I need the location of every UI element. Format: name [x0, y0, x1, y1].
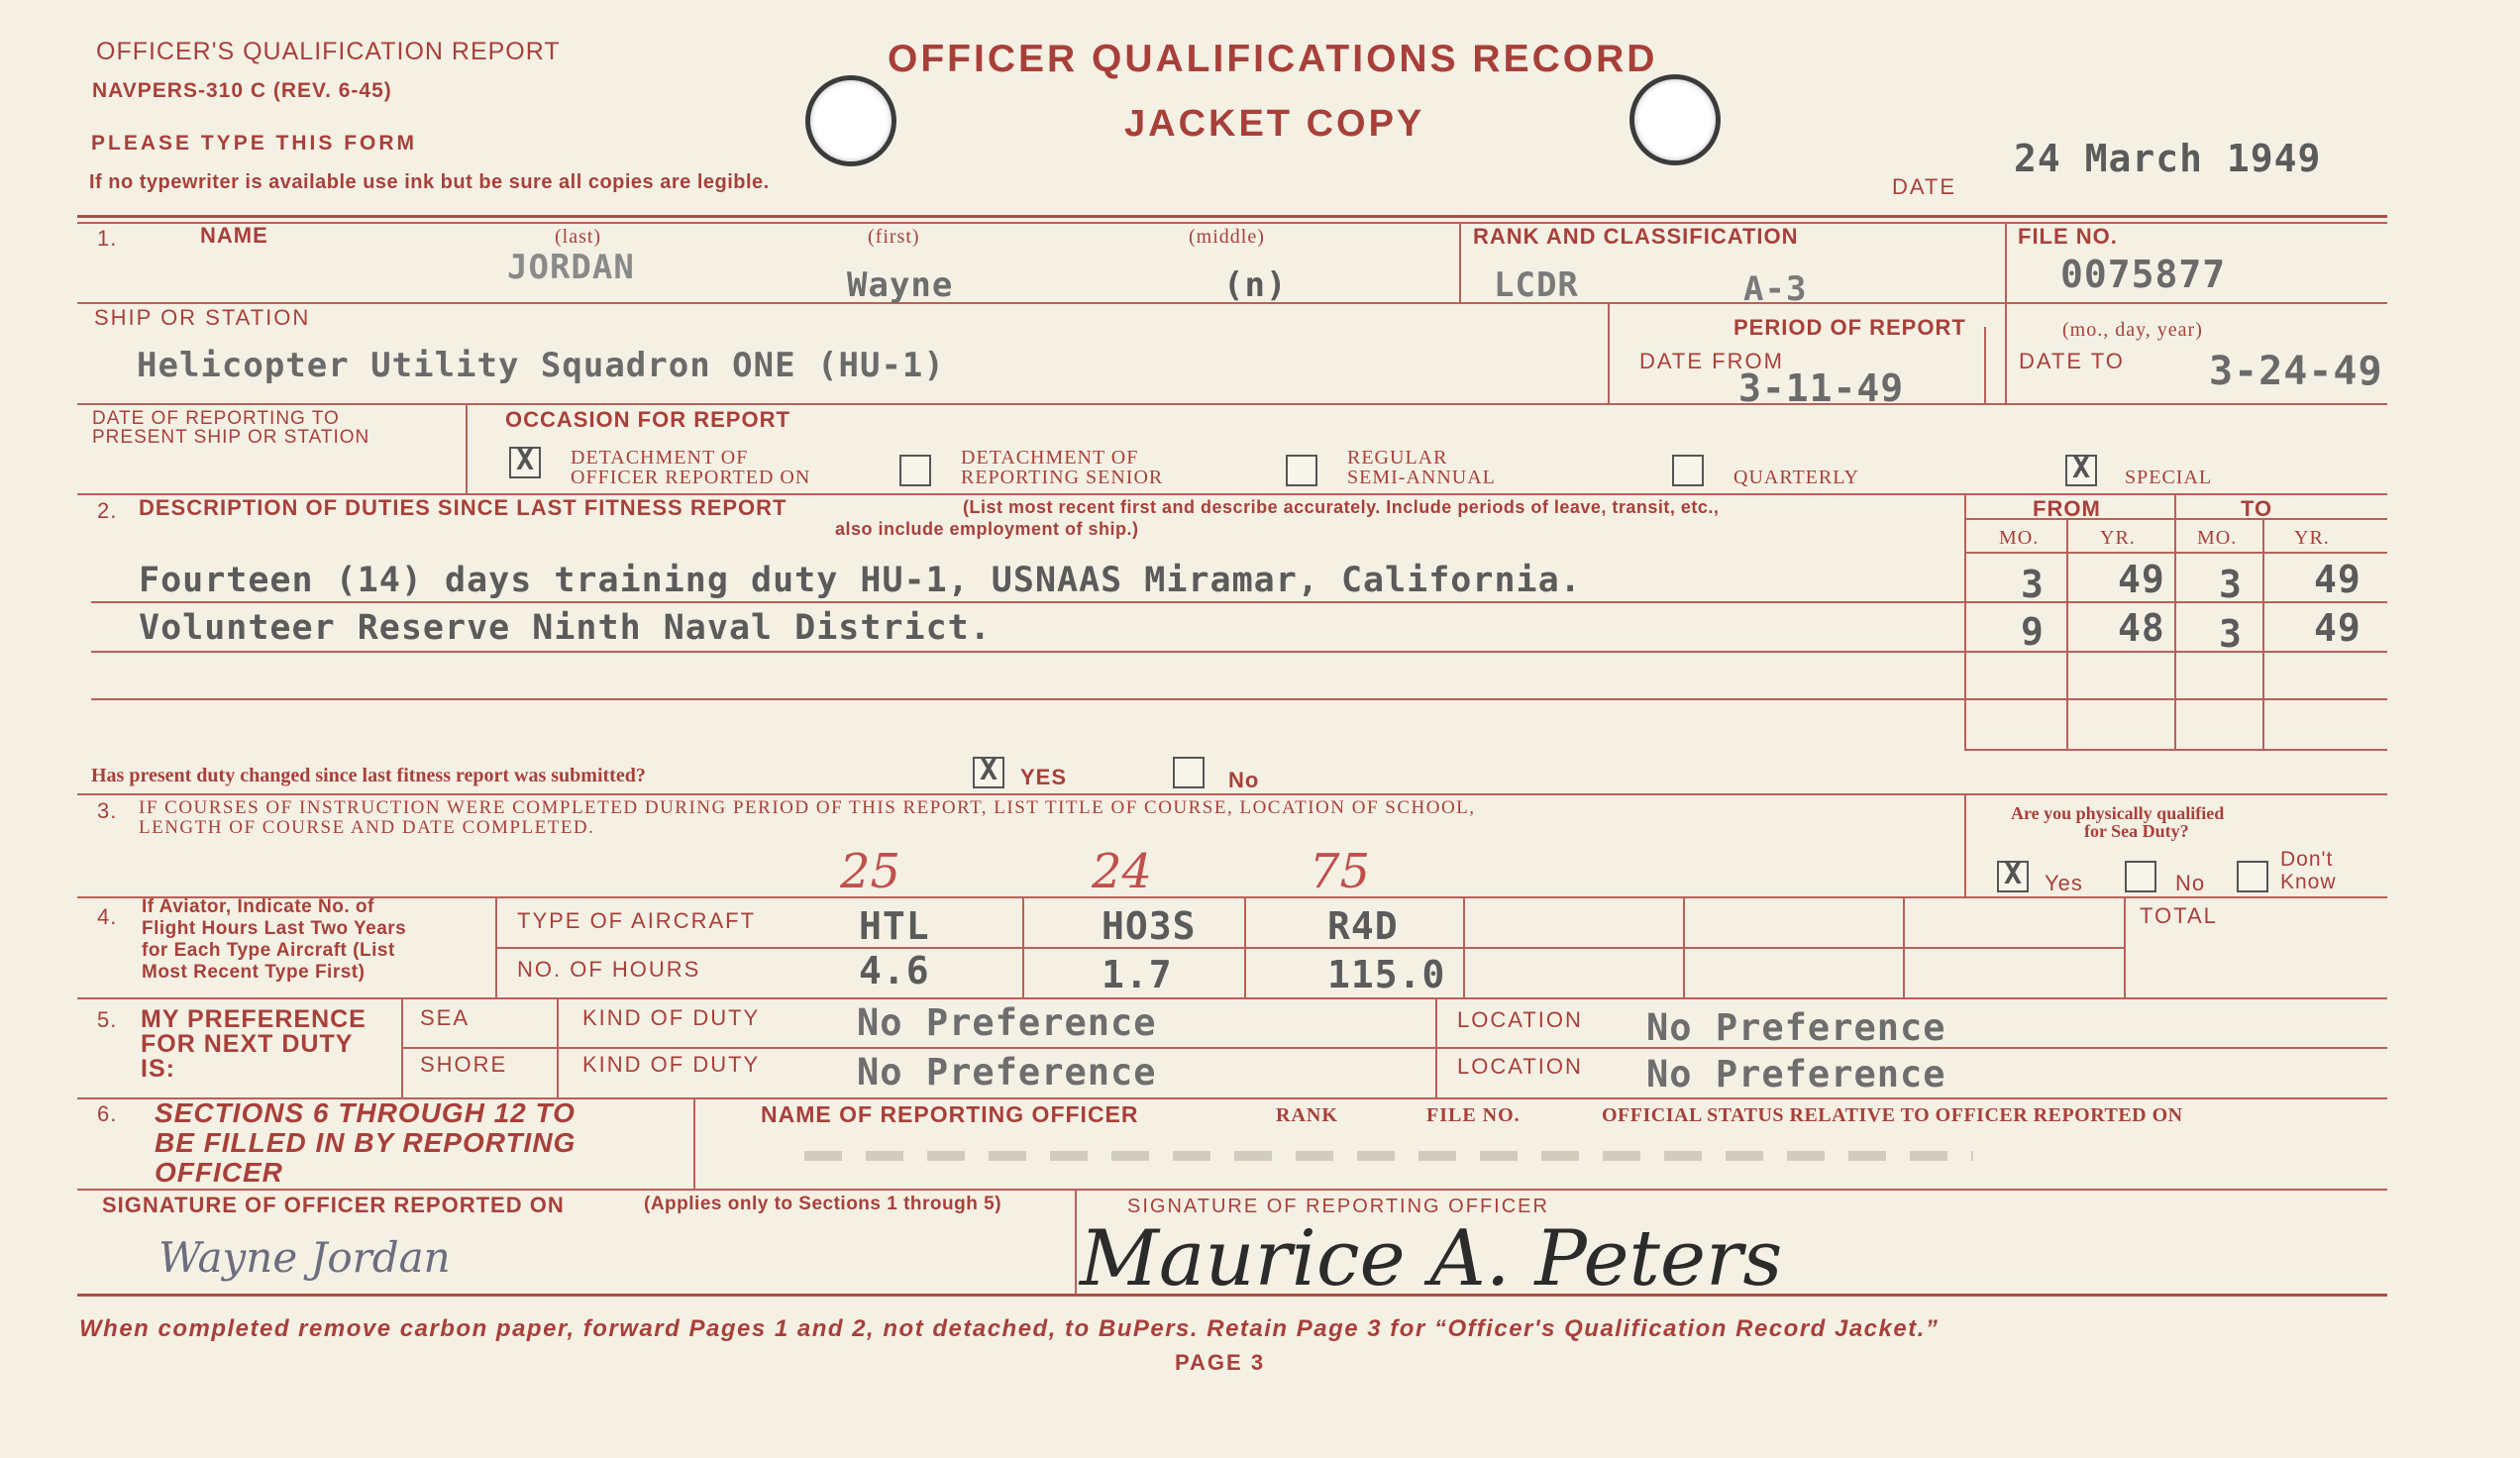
date-to-value: 3-24-49 — [2209, 349, 2383, 394]
period-hint: (mo., day, year) — [2062, 319, 2203, 341]
jacket-copy-title: JACKET COPY — [1124, 103, 1425, 145]
record-title: OFFICER QUALIFICATIONS RECORD — [888, 38, 1658, 80]
hours-label: NO. OF HOURS — [517, 957, 701, 982]
section-6-label: SECTIONS 6 THROUGH 12 TO — [155, 1097, 576, 1128]
reporting-date-label: DATE OF REPORTING TO — [92, 408, 340, 429]
sea-duty-yes-checkbox[interactable]: X — [1997, 861, 2029, 892]
sea-location-value: No Preference — [1646, 1006, 1946, 1049]
aviator-text-3: for Each Type Aircraft (List — [142, 940, 395, 961]
handwritten-number: 25 — [840, 844, 901, 899]
aviator-text-4: Most Recent Type First) — [142, 962, 366, 983]
duties-label: DESCRIPTION OF DUTIES SINCE LAST FITNESS REPORT — [139, 495, 788, 520]
file-no-label: FILE NO. — [2018, 224, 2118, 249]
from-label: FROM — [2033, 496, 2101, 521]
duty-changed-yes-checkbox[interactable]: X — [973, 757, 1004, 788]
duty-line: Fourteen (14) days training duty HU-1, USNAAS Miramar, California. — [139, 561, 1582, 600]
preference-label: MY PREFERENCE — [141, 1005, 367, 1033]
shore-location-value: No Preference — [1646, 1053, 1946, 1095]
duty-from-yr: 48 — [2118, 606, 2165, 650]
section-2-number: 2. — [97, 498, 118, 523]
aircraft-hours: 4.6 — [859, 949, 930, 992]
period-label: PERIOD OF REPORT — [1733, 315, 1966, 340]
reporting-officer-name-label: NAME OF REPORTING OFFICER — [761, 1101, 1139, 1127]
sea-duty-yes-label: Yes — [2045, 871, 2083, 895]
aircraft-type: HO3S — [1102, 904, 1197, 948]
sea-kind-value: No Preference — [857, 1001, 1157, 1044]
date-value: 24 March 1949 — [2014, 137, 2322, 180]
sea-duty-no-checkbox[interactable] — [2125, 861, 2156, 892]
reporting-officer-signature: Maurice A. Peters — [1080, 1214, 1783, 1303]
section-3-number: 3. — [97, 798, 118, 823]
section-4-number: 4. — [97, 904, 118, 929]
aviator-text-2: Flight Hours Last Two Years — [142, 918, 407, 939]
faint-carbon-text — [804, 1151, 1973, 1161]
reported-on-signature: Wayne Jordan — [158, 1233, 451, 1282]
duty-from-mo: 3 — [2021, 563, 2045, 606]
rank-label: RANK AND CLASSIFICATION — [1473, 224, 1799, 249]
sea-duty-question-2: for Sea Duty? — [2084, 821, 2189, 841]
first-label: (first) — [868, 226, 920, 248]
rule — [77, 793, 2387, 795]
courses-text-2: LENGTH OF COURSE AND DATE COMPLETED. — [139, 817, 595, 838]
last-name-value: JORDAN — [507, 248, 635, 287]
occasion-label-text: DETACHMENT OF — [961, 447, 1139, 469]
to-label: TO — [2241, 496, 2273, 521]
occasion-checkbox-detachment-officer[interactable]: X — [509, 447, 541, 478]
handwritten-number: 75 — [1310, 844, 1371, 899]
occasion-checkbox-detachment-senior[interactable] — [899, 455, 931, 486]
section-6-label-3: OFFICER — [155, 1157, 283, 1188]
sea-duty-question: Are you physically qualified — [2011, 803, 2225, 823]
section-6-number: 6. — [97, 1101, 118, 1126]
duty-changed-question: Has present duty changed since last fitness report was submitted? — [91, 765, 646, 786]
shore-label: SHORE — [420, 1052, 508, 1077]
section-1-number: 1. — [97, 226, 118, 251]
reporting-date-label-2: PRESENT SHIP OR STATION — [92, 427, 370, 448]
aircraft-type: HTL — [859, 904, 930, 948]
date-label: DATE — [1892, 174, 1957, 199]
to-yr-label: YR. — [2294, 527, 2330, 549]
shore-location-label: LOCATION — [1457, 1054, 1583, 1079]
reported-on-signature-label: SIGNATURE OF OFFICER REPORTED ON — [102, 1193, 565, 1217]
shore-kind-value: No Preference — [857, 1051, 1157, 1094]
occasion-label-text: SEMI-ANNUAL — [1347, 467, 1496, 488]
handwritten-number: 24 — [1092, 844, 1153, 899]
duty-line: Volunteer Reserve Ninth Naval District. — [139, 608, 992, 648]
duties-hint-2: also include employment of ship.) — [835, 519, 1139, 539]
form-title: OFFICER'S QUALIFICATION REPORT — [96, 38, 561, 65]
preference-label-3: IS: — [141, 1055, 175, 1083]
reported-on-signature-hint: (Applies only to Sections 1 through 5) — [644, 1194, 1002, 1214]
duty-from-mo: 9 — [2021, 610, 2045, 654]
occasion-checkbox-semi-annual[interactable] — [1286, 455, 1317, 486]
occasion-label: OCCASION FOR REPORT — [505, 407, 790, 432]
duty-to-yr: 49 — [2314, 606, 2362, 650]
shore-kind-label: KIND OF DUTY — [582, 1052, 761, 1077]
first-name-value: Wayne — [847, 265, 954, 305]
aviator-text: If Aviator, Indicate No. of — [142, 896, 374, 917]
duty-to-yr: 49 — [2314, 558, 2362, 601]
page-number: PAGE 3 — [1175, 1350, 1266, 1375]
to-mo-label: MO. — [2197, 527, 2238, 549]
sea-duty-dont-know-label: Don't — [2280, 848, 2334, 871]
aircraft-type-label: TYPE OF AIRCRAFT — [517, 908, 757, 933]
section-5-number: 5. — [97, 1007, 118, 1032]
sea-kind-label: KIND OF DUTY — [582, 1005, 761, 1030]
rule — [77, 403, 2387, 405]
section-6-label-2: BE FILLED IN BY REPORTING — [155, 1127, 577, 1158]
reporting-officer-file-label: FILE NO. — [1426, 1104, 1521, 1126]
occasion-checkbox-special[interactable]: X — [2065, 455, 2097, 486]
official-status-label: OFFICIAL STATUS RELATIVE TO OFFICER REPORTED ON — [1602, 1104, 2183, 1126]
sea-duty-dont-know-label-2: Know — [2280, 871, 2337, 893]
occasion-label-text: SPECIAL — [2125, 467, 2213, 488]
preference-label-2: FOR NEXT DUTY — [141, 1030, 354, 1058]
form-number: NAVPERS-310 C (REV. 6-45) — [92, 79, 392, 102]
rule — [77, 997, 2387, 999]
duty-changed-no-checkbox[interactable] — [1173, 757, 1205, 788]
sea-label: SEA — [420, 1005, 471, 1030]
reporting-officer-rank-label: RANK — [1276, 1104, 1338, 1126]
instruction-ink: If no typewriter is available use ink but be sure all copies are legible. — [89, 171, 770, 193]
duty-from-yr: 49 — [2118, 558, 2165, 601]
duty-changed-no-label: No — [1228, 768, 1260, 792]
middle-name-value: (n) — [1223, 265, 1288, 305]
aircraft-hours: 115.0 — [1327, 953, 1446, 996]
from-yr-label: YR. — [2100, 527, 2136, 549]
occasion-checkbox-quarterly[interactable] — [1672, 455, 1704, 486]
name-label: NAME — [200, 223, 268, 248]
ship-label: SHIP OR STATION — [94, 305, 311, 330]
duties-hint: (List most recent first and describe accurately. Include periods of leave, transit, etc., — [963, 497, 1720, 517]
duty-changed-yes-label: YES — [1020, 765, 1068, 789]
duty-to-mo: 3 — [2219, 563, 2243, 606]
duty-to-mo: 3 — [2219, 612, 2243, 656]
occasion-label-text: REGULAR — [1347, 447, 1448, 469]
date-from-label: DATE FROM — [1639, 349, 1784, 373]
date-from-value: 3-11-49 — [1738, 366, 1905, 410]
aircraft-type: R4D — [1327, 904, 1399, 948]
occasion-label-text: OFFICER REPORTED ON — [571, 467, 811, 488]
middle-label: (middle) — [1189, 226, 1265, 248]
instruction-type: PLEASE TYPE THIS FORM — [91, 132, 418, 155]
courses-text: IF COURSES OF INSTRUCTION WERE COMPLETED DURING PERIOD OF THIS REPORT, LIST TITLE OF COURSE, LOCATION OF SCHOOL, — [139, 797, 1476, 818]
sea-location-label: LOCATION — [1457, 1007, 1583, 1032]
file-no-value: 0075877 — [2060, 253, 2227, 296]
rule — [77, 215, 2387, 218]
aircraft-hours: 1.7 — [1102, 953, 1173, 996]
classification-value: A-3 — [1743, 269, 1808, 309]
total-hours-label: TOTAL — [2140, 903, 2218, 928]
occasion-label-text: QUARTERLY — [1733, 467, 1859, 488]
sea-duty-no-label: No — [2175, 871, 2206, 895]
reporting-officer-signature-label: SIGNATURE OF REPORTING OFFICER — [1127, 1196, 1549, 1217]
sea-duty-dont-know-checkbox[interactable] — [2237, 861, 2268, 892]
last-label: (last) — [555, 226, 602, 248]
occasion-label-text: DETACHMENT OF — [571, 447, 749, 469]
footer-instruction: When completed remove carbon paper, forward Pages 1 and 2, not detached, to BuPers. Retain Page 3 for “Officer's Qualification Record Jacket.” — [79, 1315, 1940, 1342]
punch-hole-left — [810, 80, 892, 161]
occasion-label-text: REPORTING SENIOR — [961, 467, 1164, 488]
ship-value: Helicopter Utility Squadron ONE (HU-1) — [137, 346, 945, 385]
date-to-label: DATE TO — [2019, 349, 2125, 373]
punch-hole-right — [1634, 79, 1716, 160]
rank-value: LCDR — [1494, 265, 1579, 305]
from-mo-label: MO. — [1999, 527, 2040, 549]
rule — [77, 896, 2387, 898]
